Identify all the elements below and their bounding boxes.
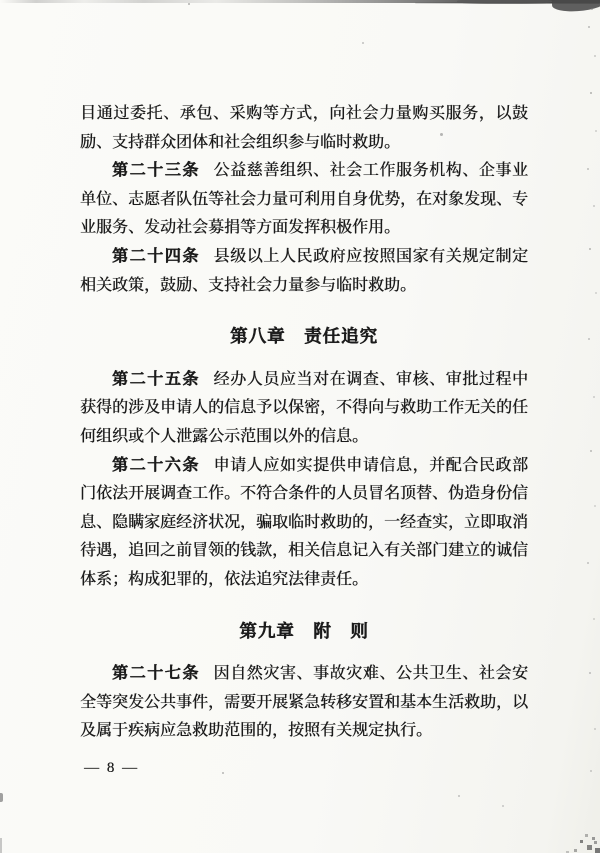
scan-speck — [188, 3, 190, 5]
article-24-number: 第二十四条 — [112, 247, 200, 265]
chapter-8-heading: 第八章 责任追究 — [230, 326, 378, 347]
article-27-number: 第二十七条 — [112, 665, 200, 683]
scan-right-edge-speckles — [591, 8, 593, 10]
document-body — [80, 100, 528, 746]
article-25 — [80, 366, 528, 452]
article-27 — [80, 660, 528, 746]
scan-top-edge-artifact — [0, 0, 600, 3]
article-25-text: 经办人员应当对在调查、审核、审批过程中获得的涉及申请人的信息予以保密，不得向与救助工作无关的任何组织或个人泄露公示范围以外的信息。 — [80, 370, 529, 445]
article-27-text: 因自然灾害、事故灾难、公共卫生、社会安全等突发公共事件，需要开展紧急转移安置和基本生活救助，以及属于疾病应急救助范围的，按照有关规定执行。 — [80, 665, 529, 740]
chapter-9-heading: 第九章 附 则 — [239, 620, 369, 641]
paragraph-text: 目通过委托、承包、采购等方式，向社会力量购买服务，以鼓励、支持群众团体和社会组织参与临时救助。 — [80, 105, 528, 151]
scan-speck — [222, 772, 224, 774]
scan-speck — [502, 805, 504, 807]
article-24-text: 县级以上人民政府应按照国家有关规定制定相关政策，鼓励、支持社会力量参与临时救助。 — [80, 247, 528, 294]
article-23-number: 第二十三条 — [112, 162, 200, 180]
scan-bottom-right-speckles — [580, 840, 583, 843]
article-26-text: 申请人应如实提供申请信息，并配合民政部门依法开展调查工作。不符合条件的人员冒名顶替、伪造身份信息、隐瞒家庭经济状况，骗取临时救助的，一经查实，立即取消待遇，追回之前冒领的钱款，相关信息记入有关部门建立的诚信体系；构成犯罪的，依法追究法律责任。 — [80, 456, 529, 588]
article-26-number: 第二十六条 — [112, 456, 200, 474]
scan-left-edge-mark-2 — [0, 838, 2, 853]
article-23-text: 公益慈善组织、社会工作服务机构、企事业单位、志愿者队伍等社会力量可利用自身优势，在对象发现、专业服务、发动社会募捐等方面发挥积极作用。 — [80, 162, 529, 237]
scan-speck — [458, 795, 460, 797]
scan-left-edge-mark — [0, 793, 3, 802]
scan-top-edge-artifact-dark — [415, 2, 600, 4]
page-number: — 8 — — [84, 760, 139, 776]
article-26 — [80, 452, 528, 595]
article-25-number: 第二十五条 — [112, 370, 200, 388]
scan-corner-blotch — [552, 0, 600, 13]
paragraph-continuation — [80, 100, 528, 157]
scan-speck — [362, 42, 364, 44]
article-24 — [80, 243, 528, 300]
scan-corner-blotch-secondary — [457, 0, 552, 4]
article-23 — [80, 157, 528, 243]
